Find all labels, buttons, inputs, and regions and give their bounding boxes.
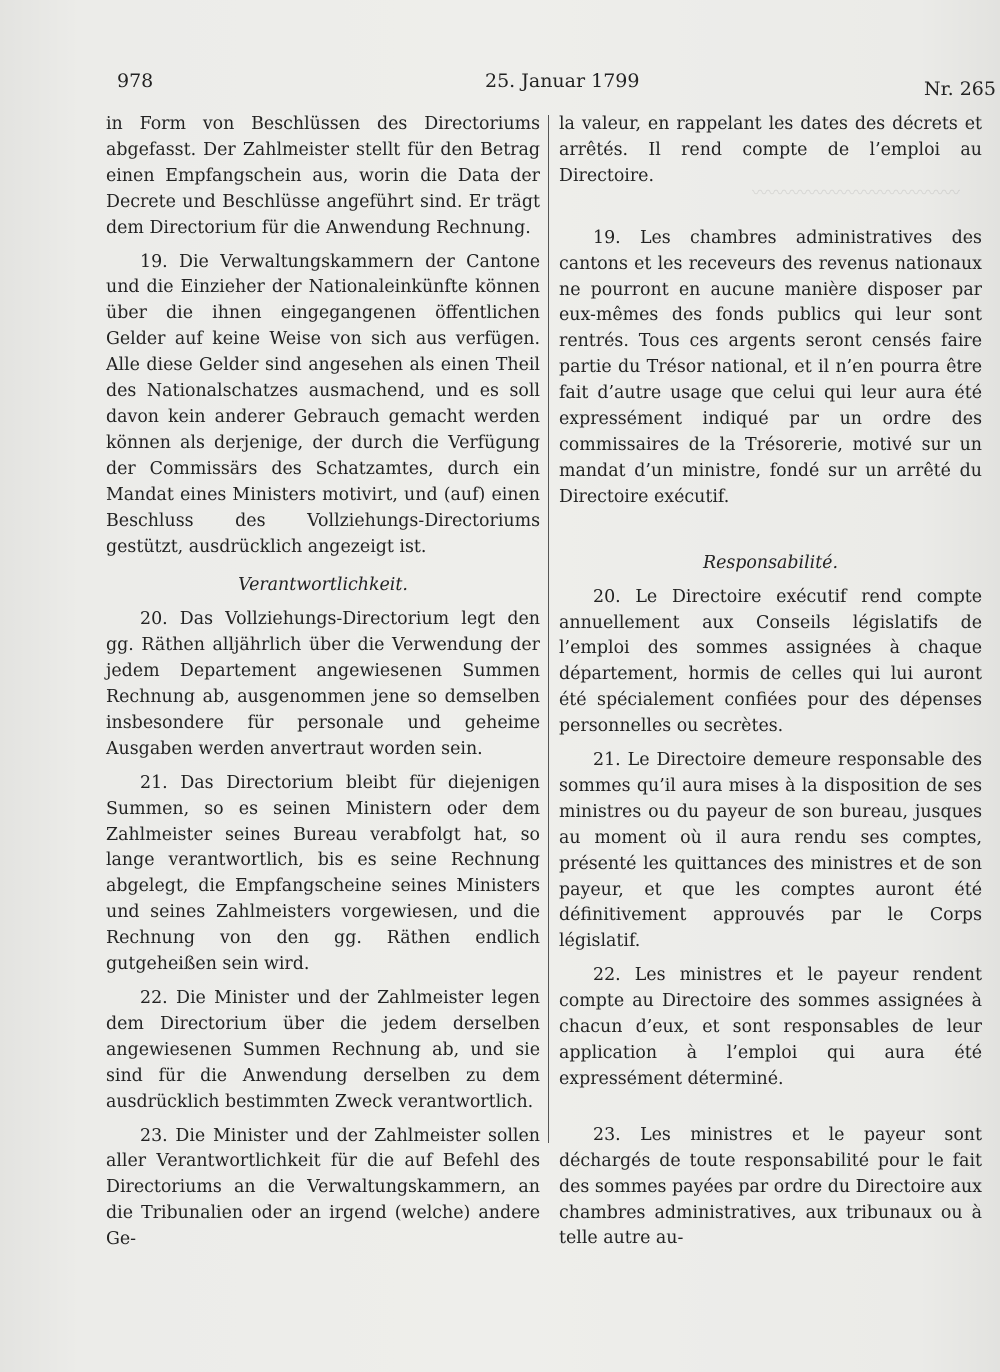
paragraph-21: 21. Das Directorium bleibt für diejenigen Summen, so es seinen Ministern oder dem Zahlmeister seines Bureau verabfolgt hat, so lange verantwortlich, bis es seine Rechnung abgelegt, die Empfangscheine seines Ministers und seines Zahlmeisters vorgewiesen, und die Rechnung von den gg. Räthen endlich gutgeheißen sein wird. xyxy=(106,772,540,975)
paragraph-23: 23. Les ministres et le payeur sont déchargés de toute responsabilité pour le fait des sommes payées par ordre du Directoire aux chambres administratives, aux tribunaux ou à telle autre au- xyxy=(559,1124,982,1249)
paragraph-continuation: la valeur, en rappelant les dates des décrets et arrêtés. Il rend compte de l’emploi au Directoire. xyxy=(559,114,982,186)
page-number: 978 xyxy=(117,70,154,92)
section-heading: Verantwortlichkeit. xyxy=(238,575,408,596)
section-heading: Responsabilité. xyxy=(702,552,839,573)
paragraph-20: 20. Das Vollziehungs-Directorium legt den gg. Räthen alljährlich über die Verwendung der jedem Departement angewiesenen Summen Rechnung ab, ausgenommen jene so demselben insbesondere für personale und geheime Ausgaben werden anvertraut worden sein. xyxy=(106,609,540,759)
paragraph-19: 19. Die Verwaltungskammern der Cantone und die Einzieher der Nationaleinkünfte können über die ihnen eingegangenen öffentlichen Gelder auf keine Weise von sich aus verfügen. Alle diese Gelder sind angesehen als einen Theil des Nationalschatzes ausmachend, und es soll davon kein anderer Gebrauch gemacht werden können als derjenige, der durch die Verfügung der Commissärs des Schatzamtes, durch ein Mandat eines Ministers motivirt, und (auf) einen Beschluss des Vollziehungs-Directoriums gestützt, ausdrücklich angezeigt ist. xyxy=(106,251,540,557)
french-column xyxy=(559,112,982,1252)
paragraph-23: 23. Die Minister und der Zahlmeister sollen aller Verantwortlichkeit für die auf Befehl des Directoriums an die Verwaltungskammern, an die Tribunalien oder an irgend (welche) andere Ge- xyxy=(106,1125,540,1250)
paragraph-22: 22. Les ministres et le payeur rendent compte au Directoire des sommes assignées à chacun d’eux, et sont responsables de leur application à l’emploi qui aura été expressément déterminé. xyxy=(559,965,982,1089)
page-header xyxy=(0,70,1000,100)
page-date: 25. Januar 1799 xyxy=(485,70,640,92)
bleed-through-decoration: 〰〰〰〰〰〰〰〰〰〰〰〰〰 xyxy=(751,183,960,202)
paragraph-22: 22. Die Minister und der Zahlmeister legen dem Directorium über die jedem derselben angewiesenen Summen Rechnung ab, und sie sind für die Anwendung derselben zu dem ausdrücklich bestimmten Zweck verantwortlich. xyxy=(106,988,540,1112)
paragraph-continuation: in Form von Beschlüssen des Directoriums abgefasst. Der Zahlmeister stellt für den Betrag einen Empfangschein aus, worin die Data der Decrete und Beschlüsse angeführt sind. Er trägt dem Directorium für die Anwendung Rechnung. xyxy=(106,114,540,238)
paragraph-21: 21. Le Directoire demeure responsable des sommes qu’il aura mises à la disposition de ses ministres ou du payeur de son bureau, jusques au moment où il aura rendu ses comptes, présenté les quittances des ministres et de son payeur, et que les comptes auront été définitivement approuvés par le Corps législatif. xyxy=(559,750,982,952)
paragraph-20: 20. Le Directoire exécutif rend compte annuellement aux Conseils législatifs de l’emploi des sommes assignées à chaque département, hormis de celles qui lui auront été spécialement confiées pour des dépenses personnelles ou secrètes. xyxy=(559,586,982,737)
paragraph-19: 19. Les chambres administratives des cantons et les receveurs des revenus nationaux ne pourront en aucune manière disposer par eux-mêmes des fonds publics qui leur sont rentrés. Tous ces argents seront censés faire partie du Trésor national, et il n’en pourra être fait d’autre usage que celui qui leur aura été expressément indiqué par un ordre des commissaires de la Trésorerie, motivé sur un mandat d’un ministre, fondé sur un arrêté du Directoire exécutif. xyxy=(559,227,982,507)
document-number: Nr. 265 xyxy=(924,78,996,100)
german-column xyxy=(106,112,540,1253)
column-divider xyxy=(548,115,549,1143)
